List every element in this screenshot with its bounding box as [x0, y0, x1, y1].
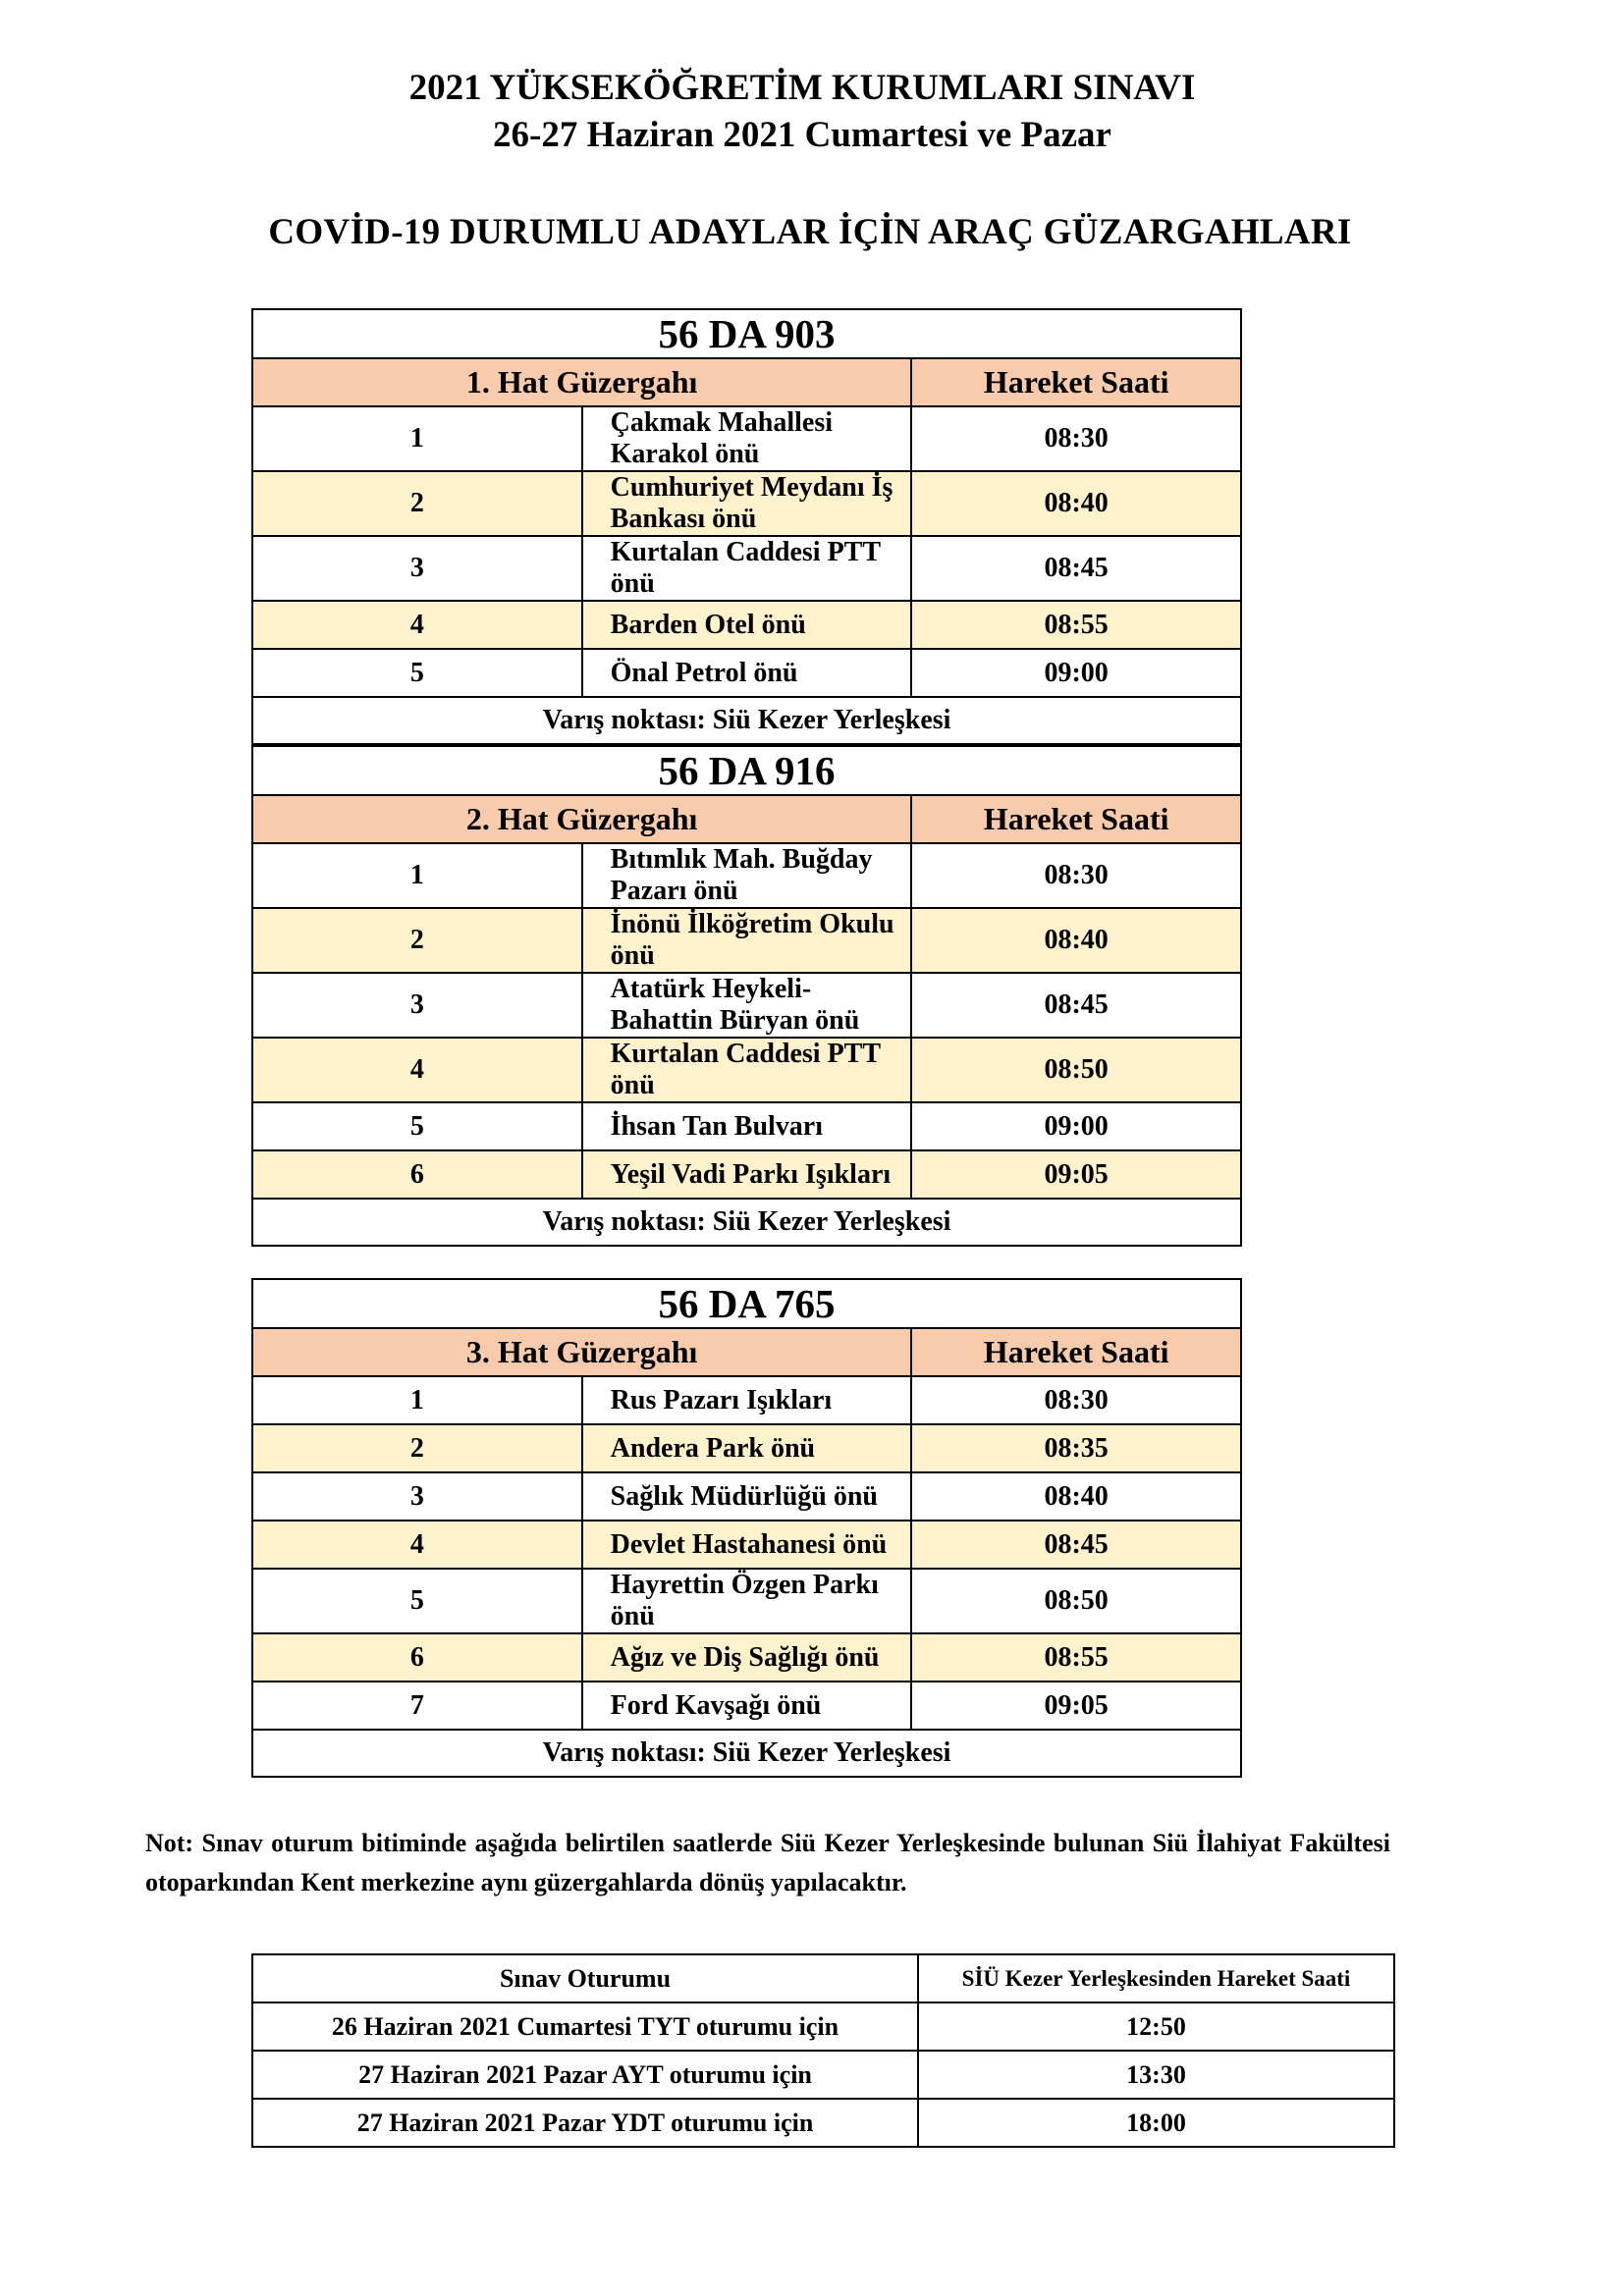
stop-number: 1 [252, 1376, 582, 1424]
table-row [252, 843, 1241, 908]
stop-number: 5 [252, 1102, 582, 1150]
table-row [252, 536, 1241, 601]
stop-name: İhsan Tan Bulvarı [582, 1102, 912, 1150]
stop-number: 1 [252, 843, 582, 908]
table-row [252, 1682, 1241, 1730]
time-column-header: Hareket Saati [911, 795, 1241, 843]
stop-name: Bıtımlık Mah. Buğday Pazarı önü [582, 843, 912, 908]
stop-time: 08:30 [911, 406, 1241, 471]
stop-time: 08:40 [911, 908, 1241, 973]
stop-number: 4 [252, 1521, 582, 1569]
document-subtitle-date: 26-27 Haziran 2021 Cumartesi ve Pazar [493, 115, 1111, 155]
stop-time: 09:05 [911, 1150, 1241, 1199]
table-row [252, 406, 1241, 471]
table-row [252, 2099, 1394, 2147]
time-column-header: Hareket Saati [911, 1328, 1241, 1376]
departure-time: 13:30 [918, 2051, 1394, 2099]
stop-number: 2 [252, 908, 582, 973]
table-row [252, 1376, 1241, 1424]
departure-time: 12:50 [918, 2002, 1394, 2051]
stop-number: 4 [252, 601, 582, 649]
stop-name: Cumhuriyet Meydanı İş Bankası önü [582, 471, 912, 536]
stop-number: 2 [252, 471, 582, 536]
stop-time: 08:45 [911, 536, 1241, 601]
stop-time: 08:40 [911, 1472, 1241, 1521]
stop-time: 09:00 [911, 1102, 1241, 1150]
stop-time: 08:40 [911, 471, 1241, 536]
stop-time: 08:35 [911, 1424, 1241, 1472]
table-row [252, 1102, 1241, 1150]
route-table-2 [251, 745, 1242, 1247]
table-row [252, 471, 1241, 536]
route-label: 3. Hat Güzergahı [252, 1328, 911, 1376]
vehicle-plate: 56 DA 903 [252, 309, 1241, 358]
document-title: 2021 YÜKSEKÖĞRETİM KURUMLARI SINAVI [408, 68, 1196, 108]
stop-name: Ford Kavşağı önü [582, 1682, 912, 1730]
return-schedule-table [251, 1953, 1395, 2148]
departure-column-header: SİÜ Kezer Yerleşkesinden Hareket Saati [918, 1954, 1394, 2002]
vehicle-plate: 56 DA 765 [252, 1279, 1241, 1328]
stop-number: 6 [252, 1633, 582, 1682]
stop-name: Yeşil Vadi Parkı Işıkları [582, 1150, 912, 1199]
return-note: Not: Sınav oturum bitiminde aşağıda belirtilen saatlerde Siü Kezer Yerleşkesinde bulunan Siü İlahiyat Fakültesi otoparkından Kent merkezine aynı güzergahlarda dönüş yapılacaktır. [145, 1829, 1390, 1896]
stop-time: 08:45 [911, 1521, 1241, 1569]
stop-name: Barden Otel önü [582, 601, 912, 649]
stop-time: 08:55 [911, 1633, 1241, 1682]
stop-number: 2 [252, 1424, 582, 1472]
stop-time: 08:55 [911, 601, 1241, 649]
table-row [252, 2002, 1394, 2051]
stop-number: 3 [252, 973, 582, 1038]
route-table-3 [251, 1278, 1242, 1778]
session-name: 26 Haziran 2021 Cumartesi TYT oturumu için [252, 2002, 918, 2051]
route-table-1 [251, 308, 1242, 745]
stop-name: Devlet Hastahanesi önü [582, 1521, 912, 1569]
stop-name: Sağlık Müdürlüğü önü [582, 1472, 912, 1521]
stop-name: Kurtalan Caddesi PTT önü [582, 1038, 912, 1102]
route-label: 1. Hat Güzergahı [252, 358, 911, 406]
stop-time: 09:05 [911, 1682, 1241, 1730]
arrival-point: Varış noktası: Siü Kezer Yerleşkesi [252, 1199, 1241, 1246]
table-row [252, 1633, 1241, 1682]
stop-name: Önal Petrol önü [582, 649, 912, 697]
table-row [252, 1038, 1241, 1102]
route-label: 2. Hat Güzergahı [252, 795, 911, 843]
table-row [252, 601, 1241, 649]
table-row [252, 1472, 1241, 1521]
time-column-header: Hareket Saati [911, 358, 1241, 406]
stop-number: 3 [252, 1472, 582, 1521]
session-name: 27 Haziran 2021 Pazar YDT oturumu için [252, 2099, 918, 2147]
table-row [252, 1521, 1241, 1569]
table-row [252, 973, 1241, 1038]
stop-number: 5 [252, 649, 582, 697]
arrival-point: Varış noktası: Siü Kezer Yerleşkesi [252, 1730, 1241, 1777]
session-name: 27 Haziran 2021 Pazar AYT oturumu için [252, 2051, 918, 2099]
vehicle-plate: 56 DA 916 [252, 746, 1241, 795]
stop-name: Ağız ve Diş Sağlığı önü [582, 1633, 912, 1682]
stop-name: Kurtalan Caddesi PTT önü [582, 536, 912, 601]
stop-number: 6 [252, 1150, 582, 1199]
stop-time: 08:45 [911, 973, 1241, 1038]
stop-number: 4 [252, 1038, 582, 1102]
table-row [252, 1150, 1241, 1199]
table-row [252, 1569, 1241, 1633]
document-heading: COVİD-19 DURUMLU ADAYLAR İÇİN ARAÇ GÜZARGAHLARI [268, 212, 1352, 252]
stop-time: 08:50 [911, 1569, 1241, 1633]
table-row [252, 1424, 1241, 1472]
table-row [252, 908, 1241, 973]
stop-time: 08:30 [911, 1376, 1241, 1424]
session-column-header: Sınav Oturumu [252, 1954, 918, 2002]
table-row [252, 649, 1241, 697]
stop-name: Çakmak Mahallesi Karakol önü [582, 406, 912, 471]
stop-time: 08:30 [911, 843, 1241, 908]
stop-name: Atatürk Heykeli-Bahattin Büryan önü [582, 973, 912, 1038]
stop-name: Andera Park önü [582, 1424, 912, 1472]
departure-time: 18:00 [918, 2099, 1394, 2147]
stop-number: 3 [252, 536, 582, 601]
stop-number: 5 [252, 1569, 582, 1633]
table-row [252, 2051, 1394, 2099]
stop-number: 7 [252, 1682, 582, 1730]
stop-time: 09:00 [911, 649, 1241, 697]
arrival-point: Varış noktası: Siü Kezer Yerleşkesi [252, 697, 1241, 744]
stop-number: 1 [252, 406, 582, 471]
stop-name: Rus Pazarı Işıkları [582, 1376, 912, 1424]
stop-time: 08:50 [911, 1038, 1241, 1102]
stop-name: Hayrettin Özgen Parkı önü [582, 1569, 912, 1633]
stop-name: İnönü İlköğretim Okulu önü [582, 908, 912, 973]
